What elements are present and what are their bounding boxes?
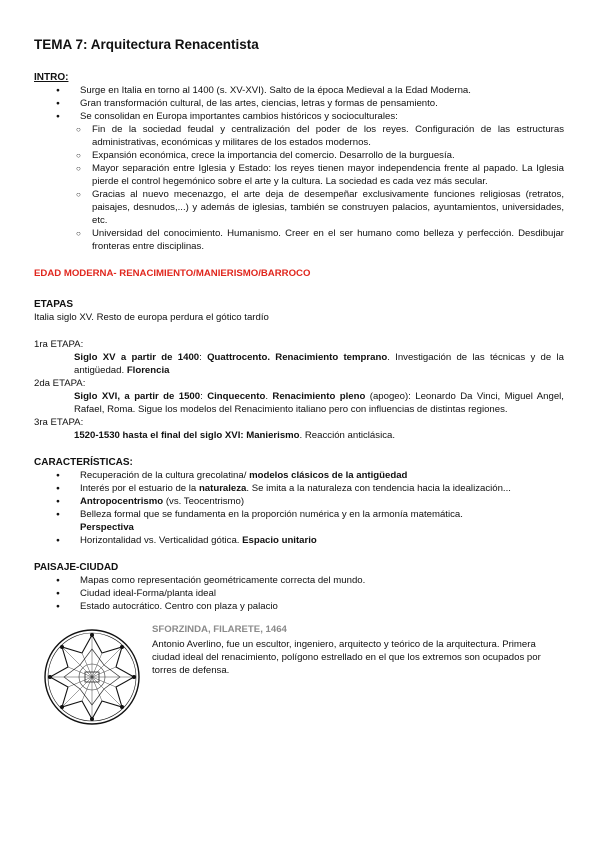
etapa-1-bold-1: Siglo XV a partir de 1400 <box>74 352 200 363</box>
etapa-2-text-3: (apogeo): Leonardo Da Vinci, Miguel Angel, Rafael, Roma. Sigue los modelos del Renacimiento italiano pero con influencias de distintas regiones. <box>74 391 564 415</box>
intro-item-text: Se consolidan en Europa importantes cambios históricos y socioculturales: <box>80 111 398 122</box>
intro-item: ● Gran transformación cultural, de las artes, ciencias, letras y formas de pensamiento. <box>34 97 564 110</box>
caracteristica-text: Interés por el estuario de la <box>80 483 199 494</box>
etapas-intro: Italia siglo XV. Resto de europa perdura el gótico tardío <box>34 312 269 323</box>
intro-subitem: ○ Fin de la sociedad feudal y centralización del poder de los reyes. Configuración de las estructuras administrativas, económicas y militares de los estados modernos. <box>34 123 564 149</box>
caracteristica-bold: Espacio unitario <box>242 535 317 546</box>
intro-item: ● Surge en Italia en torno al 1400 (s. XV-XVI). Salto de la época Medieval a la Edad Moderna. <box>34 84 564 97</box>
intro-heading: INTRO: <box>34 72 69 83</box>
sforzinda-description: Antonio Averlino, fue un escultor, ingeniero, arquitecto y teórico de la arquitectura. Primera ciudad ideal del renacimiento, polígono estrellado en el que los extremos son ocupados por torres de defensa. <box>152 639 541 676</box>
etapa-2-label: 2da ETAPA: <box>34 378 86 389</box>
caracteristica-item <box>34 534 564 547</box>
caracteristica-item <box>34 495 564 508</box>
caracteristica-bold: Antropocentrismo <box>80 496 164 507</box>
paisaje-item: ● Ciudad ideal-Forma/planta ideal <box>34 587 564 600</box>
spacer <box>34 442 564 456</box>
paisaje-list <box>34 574 564 613</box>
spacer <box>34 547 564 561</box>
caracteristica-item <box>34 508 564 534</box>
caracteristica-text: Horizontalidad vs. Verticalidad gótica. <box>80 535 243 546</box>
etapa-3-text <box>34 429 564 442</box>
caracteristica-bold: modelos clásicos de la antigüedad <box>249 470 408 481</box>
etapa-3-bold-1: 1520-1530 hasta el final del siglo XVI: Manierismo <box>74 430 300 441</box>
etapa-2-bold-1: Siglo XVI, a partir de 1500 <box>74 391 201 402</box>
etapa-1-bold-2: Quattrocento. Renacimiento temprano <box>207 352 388 363</box>
intro-subitem: ○ Universidad del conocimiento. Humanismo. Creer en el ser humano como belleza y perfección. Desdibujar fronteras entre disciplinas. <box>34 227 564 253</box>
intro-list <box>34 84 564 253</box>
caracteristica-bold: naturaleza <box>198 483 247 494</box>
caracteristica-item <box>34 482 564 495</box>
sforzinda-text-block <box>152 623 564 677</box>
sforzinda-title: SFORZINDA, FILARETE, 1464 <box>152 624 287 635</box>
paisaje-heading: PAISAJE-CIUDAD <box>34 562 119 573</box>
caracteristicas-list <box>34 469 564 547</box>
caracteristica-text: Belleza formal que se fundamenta en la proporción numérica y en la armonía matemática. <box>80 509 463 520</box>
etapa-2-text <box>34 390 564 416</box>
etapa-2-bold-3: Renacimiento pleno <box>272 391 366 402</box>
etapas-heading: ETAPAS <box>34 299 74 310</box>
intro-sublist <box>34 123 564 253</box>
caracteristicas-heading: CARACTERÍSTICAS: <box>34 457 133 468</box>
caracteristica-bold: Perspectiva <box>80 522 134 533</box>
etapa-3-label: 3ra ETAPA: <box>34 417 84 428</box>
paisaje-item: ● Estado autocrático. Centro con plaza y palacio <box>34 600 564 613</box>
intro-subitem: ○ Gracias al nuevo mecenazgo, el arte deja de desempeñar exclusivamente funciones religiosas (retratos, paisajes, desnudos,...) y además de iglesias, también se construyen palacios, ayuntamientos, universidades, etc. <box>34 188 564 227</box>
etapa-3-text-1: . Reacción anticlásica. <box>299 430 395 441</box>
etapa-1-label: 1ra ETAPA: <box>34 339 84 350</box>
document-title: TEMA 7: Arquitectura Renacentista <box>34 37 259 52</box>
etapa-2-text-1: : <box>200 391 208 402</box>
caracteristica-text: . Se imita a la naturaleza con tendencia hacia la idealización... <box>246 483 511 494</box>
edad-moderna-heading: EDAD MODERNA- RENACIMIENTO/MANIERISMO/BARROCO <box>34 268 311 279</box>
caracteristica-text: (vs. Teocentrismo) <box>163 496 245 507</box>
intro-subitem: ○ Expansión económica, crece la importancia del comercio. Desarrollo de la burguesía. <box>34 149 564 162</box>
etapa-1-text-1: : <box>199 352 208 363</box>
etapa-1-bold-3: Florencia <box>126 365 170 376</box>
intro-item <box>34 110 564 253</box>
etapa-1-text <box>34 351 564 377</box>
etapa-2-text-2: . <box>265 391 273 402</box>
sforzinda-plan-image <box>42 627 142 727</box>
caracteristica-item <box>34 469 564 482</box>
etapa-2-bold-2: Cinquecento <box>207 391 266 402</box>
caracteristica-text: Recuperación de la cultura grecolatina/ <box>80 470 250 481</box>
spacer <box>34 324 564 338</box>
intro-subitem: ○ Mayor separación entre Iglesia y Estado: los reyes tienen mayor independencia frente al papado. La Iglesia pierde el control hegemónico sobre el arte y la cultura. La sociedad es cada vez más secular. <box>34 162 564 188</box>
paisaje-item: ● Mapas como representación geométricamente correcta del mundo. <box>34 574 564 587</box>
etapa-1-text-2: . Investigación de las técnicas y de la antigüedad. <box>74 352 564 376</box>
sforzinda-section <box>34 621 564 731</box>
